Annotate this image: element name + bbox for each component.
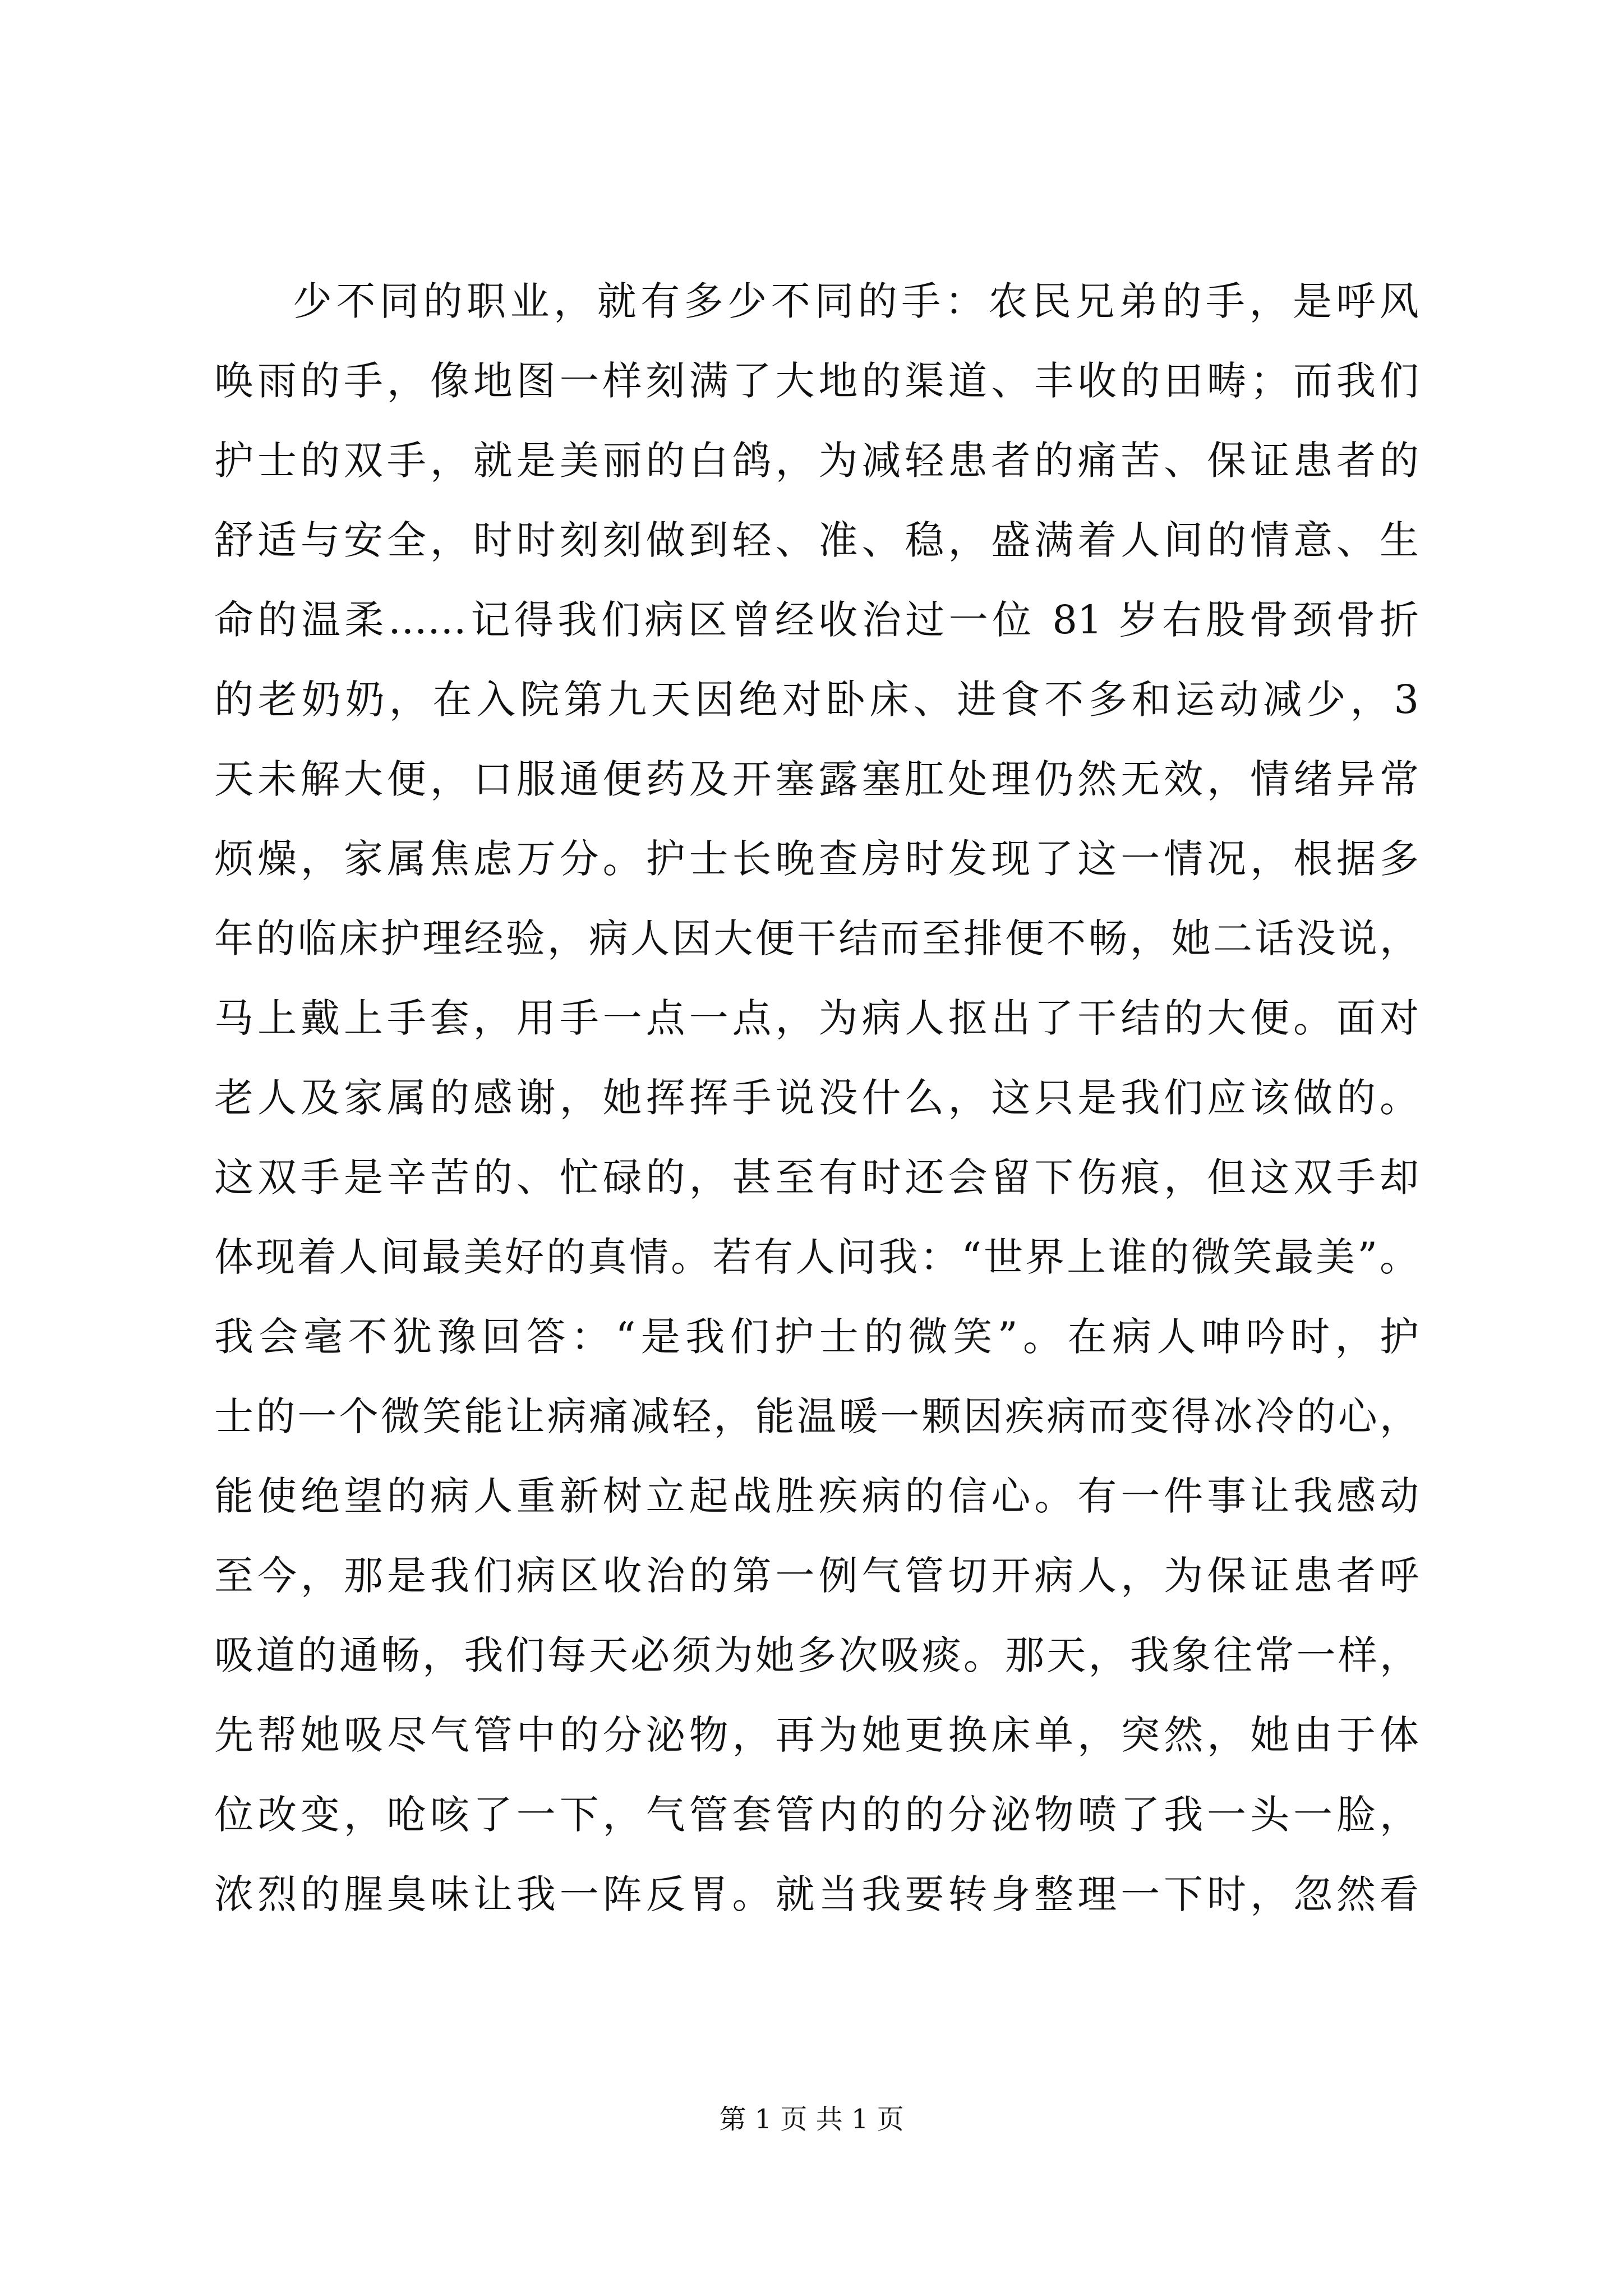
text-line: 年的临床护理经验，病人因大便干结而至排便不畅，她二话没说， [214, 915, 1419, 961]
text-line: 这双手是辛苦的、忙碌的，甚至有时还会留下伤痕，但这双手却 [214, 1154, 1419, 1200]
text-line: 烦燥，家属焦虑万分。护士长晚查房时发现了这一情况，根据多 [214, 836, 1419, 882]
text-line: 命的温柔……记得我们病区曾经收治过一位 81 岁右股骨颈骨折 [214, 597, 1419, 643]
text-line: 吸道的通畅，我们每天必须为她多次吸痰。那天，我象往常一样， [214, 1632, 1419, 1678]
text-line: 体现着人间最美好的真情。若有人问我：“世界上谁的微笑最美”。 [214, 1234, 1419, 1280]
text-line: 至今，那是我们病区收治的第一例气管切开病人，为保证患者呼 [214, 1553, 1419, 1599]
text-line: 浓烈的腥臭味让我一阵反胃。就当我要转身整理一下时，忽然看 [214, 1871, 1419, 1917]
text-line: 少不同的职业，就有多少不同的手：农民兄弟的手，是呼风 [293, 278, 1419, 324]
text-line: 先帮她吸尽气管中的分泌物，再为她更换床单，突然，她由于体 [214, 1712, 1419, 1758]
text-line: 老人及家属的感谢，她挥挥手说没什么，这只是我们应该做的。 [214, 1075, 1419, 1121]
text-line: 舒适与安全，时时刻刻做到轻、准、稳，盛满着人间的情意、生 [214, 517, 1419, 563]
text-line: 马上戴上手套，用手一点一点，为病人抠出了干结的大便。面对 [214, 995, 1419, 1041]
text-line: 的老奶奶，在入院第九天因绝对卧床、进食不多和运动减少，3 [214, 677, 1419, 723]
text-line: 天未解大便，口服通便药及开塞露塞肛处理仍然无效，情绪异常 [214, 756, 1419, 802]
text-line: 士的一个微笑能让病痛减轻，能温暖一颗因疾病而变得冰冷的心， [214, 1393, 1419, 1439]
body-paragraph [214, 261, 1419, 1934]
text-line: 能使绝望的病人重新树立起战胜疾病的信心。有一件事让我感动 [214, 1473, 1419, 1519]
page-footer: 第 1 页 共 1 页 [719, 2104, 904, 2135]
text-line: 护士的双手，就是美丽的白鸽，为减轻患者的痛苦、保证患者的 [214, 438, 1419, 484]
text-line: 位改变，呛咳了一下，气管套管内的的分泌物喷了我一头一脸， [214, 1792, 1419, 1838]
text-line: 唤雨的手，像地图一样刻满了大地的渠道、丰收的田畴；而我们 [214, 358, 1419, 404]
text-line: 我会毫不犹豫回答：“是我们护士的微笑”。在病人呻吟时，护 [214, 1314, 1419, 1360]
